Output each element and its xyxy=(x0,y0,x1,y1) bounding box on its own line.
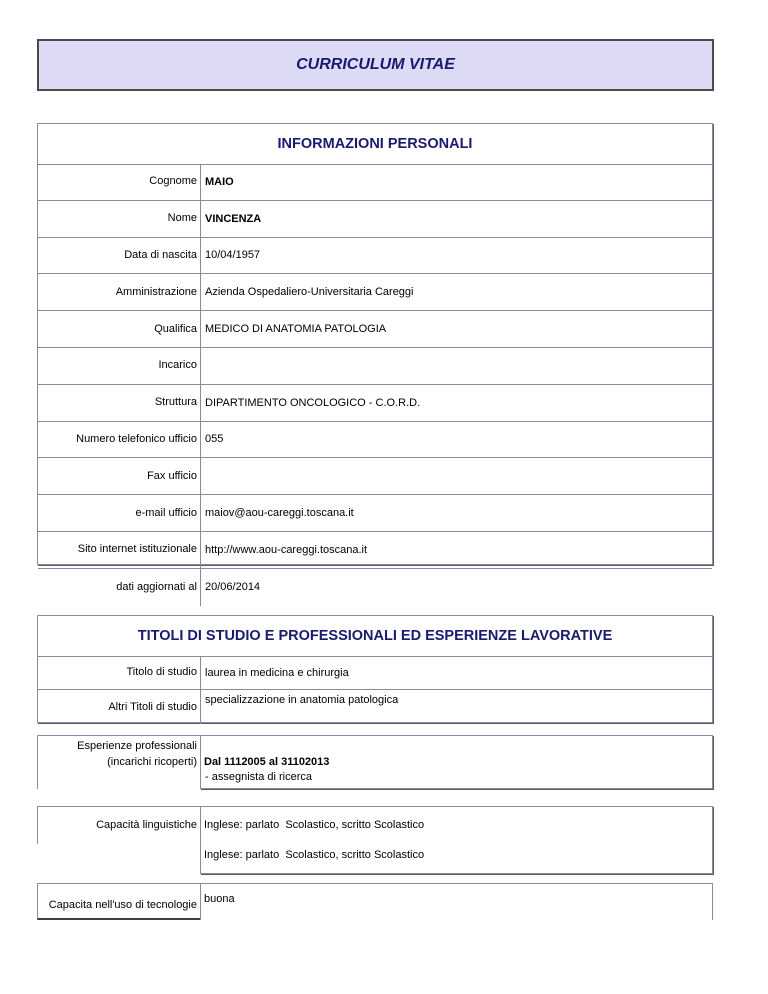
personal-row-value: http://www.aou-careggi.toscana.it xyxy=(205,543,368,556)
experience-label-line1: Esperienze professionali xyxy=(77,740,197,752)
languages-value-box xyxy=(200,806,713,874)
personal-row-value: Azienda Ospedaliero-Universitaria Careggi xyxy=(205,286,414,299)
personal-row xyxy=(38,348,712,385)
personal-row xyxy=(38,422,712,459)
languages-label-box xyxy=(37,806,201,844)
personal-row-value: MEDICO DI ANATOMIA PATOLOGIA xyxy=(205,323,387,336)
experience-section xyxy=(37,735,713,789)
personal-row-value: 10/04/1957 xyxy=(205,249,261,262)
personal-row-label: Struttura xyxy=(38,385,201,421)
personal-row xyxy=(38,164,712,201)
personal-row xyxy=(38,569,712,606)
personal-row-label: Numero telefonico ufficio xyxy=(38,422,201,458)
studies-heading: TITOLI DI STUDIO E PROFESSIONALI ED ESPERIENZE LAVORATIVE xyxy=(38,616,712,657)
languages-section xyxy=(37,806,713,874)
experience-label-box xyxy=(37,735,201,789)
personal-info-section xyxy=(37,123,713,594)
languages-label: Capacità linguistiche xyxy=(96,819,197,831)
titolo-studio-label: Titolo di studio xyxy=(38,656,201,689)
personal-row-label: dati aggiornati al xyxy=(38,569,201,606)
personal-row-label: Incarico xyxy=(38,348,201,384)
cv-title: CURRICULUM VITAE xyxy=(296,56,455,73)
personal-row-label: Data di nascita xyxy=(38,238,201,274)
personal-row-value: 20/06/2014 xyxy=(205,581,261,594)
personal-row-value: MAIO xyxy=(205,175,234,188)
personal-row xyxy=(38,201,712,238)
personal-row-label: Fax ufficio xyxy=(38,458,201,494)
experience-label-line2: (incarichi ricoperti) xyxy=(107,756,197,768)
personal-row-label: Sito internet istituzionale xyxy=(38,532,201,568)
experience-value-box xyxy=(200,735,713,789)
personal-row xyxy=(38,385,712,422)
personal-row xyxy=(38,274,712,311)
altri-titoli-label: Altri Titoli di studio xyxy=(38,690,201,724)
personal-row-label: Qualifica xyxy=(38,311,201,347)
studies-section xyxy=(37,615,713,723)
personal-row-label: Nome xyxy=(38,201,201,237)
personal-row-label: Amministrazione xyxy=(38,274,201,310)
personal-row xyxy=(38,495,712,532)
personal-row-value: maiov@aou-careggi.toscana.it xyxy=(205,507,354,520)
personal-row-value: DIPARTIMENTO ONCOLOGICO - C.O.R.D. xyxy=(205,396,421,409)
language-entry-2: Inglese: parlato Scolastico, scritto Scolastico xyxy=(204,849,425,861)
altri-titoli-value: specializzazione in anatomia patologica xyxy=(205,694,399,706)
titolo-studio-value: laurea in medicina e chirurgia xyxy=(205,666,349,679)
experience-role: - assegnista di ricerca xyxy=(205,771,312,783)
personal-row-value xyxy=(202,348,712,384)
personal-row xyxy=(38,311,712,348)
personal-row-label: e-mail ufficio xyxy=(38,495,201,531)
altri-titoli-row xyxy=(38,690,712,724)
experience-period: Dal 1112005 al 31102013 xyxy=(204,756,330,768)
personal-row-value: VINCENZA xyxy=(205,212,262,225)
personal-row xyxy=(38,458,712,495)
personal-row-value: 055 xyxy=(205,433,224,446)
titolo-studio-row xyxy=(38,656,712,690)
technology-value: buona xyxy=(204,893,235,905)
personal-info-heading: INFORMAZIONI PERSONALI xyxy=(38,124,712,165)
technology-section xyxy=(37,883,713,920)
cv-title-box xyxy=(37,39,714,91)
language-entry-1: Inglese: parlato Scolastico, scritto Scolastico xyxy=(204,819,425,831)
technology-value-box xyxy=(200,883,713,920)
technology-label: Capacita nell'uso di tecnologie xyxy=(48,899,197,911)
personal-row-label: Cognome xyxy=(38,164,201,200)
personal-row xyxy=(38,532,712,569)
technology-label-box xyxy=(37,883,201,920)
personal-row-value xyxy=(202,458,712,494)
personal-row xyxy=(38,238,712,275)
